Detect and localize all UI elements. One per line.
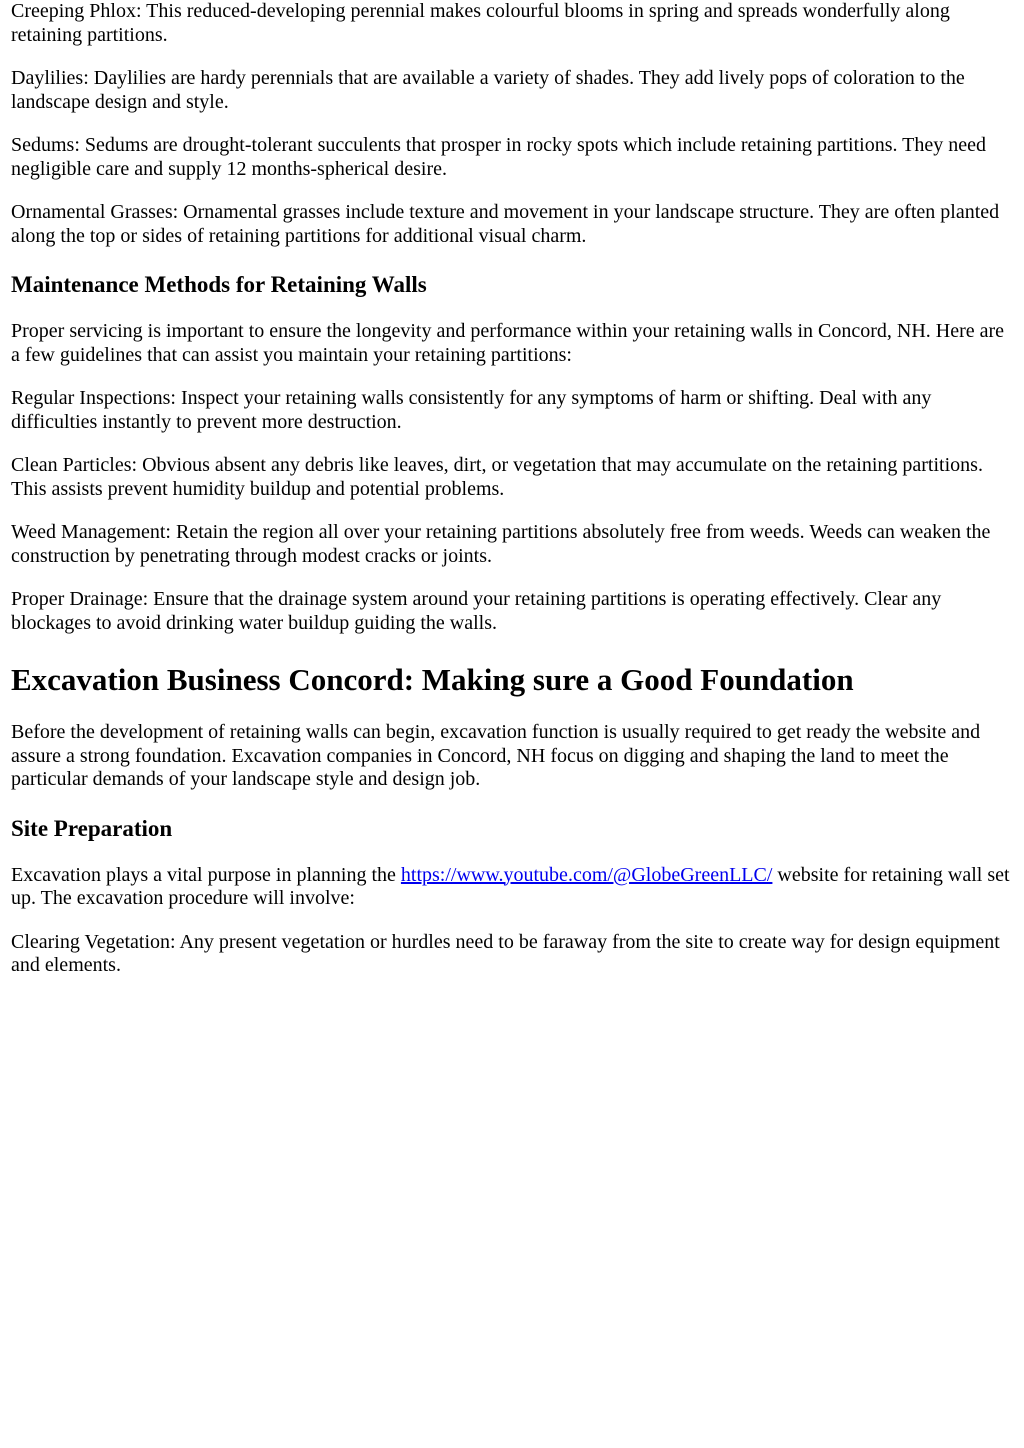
paragraph-clean-particles: Clean Particles: Obvious absent any debris like leaves, dirt, or vegetation that may accumulate on the retaining partitions. This assists prevent humidity buildup and potential problems. [11, 454, 983, 500]
heading-excavation-business: Excavation Business Concord: Making sure a Good Foundation [11, 662, 854, 697]
paragraph-site-preparation [11, 864, 1016, 911]
paragraph-weed-management: Weed Management: Retain the region all over your retaining partitions absolutely free from weeds. Weeds can weaken the construction by penetrating through modest cracks or joints. [11, 521, 991, 567]
site-prep-text-after: website for retaining wall set up. The excavation procedure will involve: [11, 863, 1010, 909]
youtube-link[interactable]: https://www.youtube.com/@GlobeGreenLLC/ [400, 863, 773, 886]
paragraph-creeping-phlox: Creeping Phlox: This reduced-developing perennial makes colourful blooms in spring and spreads wonderfully along retaining partitions. [11, 0, 950, 46]
paragraph-ornamental-grasses: Ornamental Grasses: Ornamental grasses include texture and movement in your landscape structure. They are often planted along the top or sides of retaining partitions for additional visual charm. [11, 201, 1000, 247]
paragraph-excavation-intro: Before the development of retaining walls can begin, excavation function is usually required to get ready the website and assure a strong foundation. Excavation companies in Concord, NH focus on digging and shaping the land to meet the particular demands of your landscape style and design job. [11, 721, 981, 790]
paragraph-regular-inspections: Regular Inspections: Inspect your retaining walls consistently for any symptoms of harm or shifting. Deal with any difficulties instantly to prevent more destruction. [11, 387, 932, 433]
paragraph-daylilies: Daylilies: Daylilies are hardy perennials that are available a variety of shades. They add lively pops of coloration to the landscape design and style. [11, 67, 965, 113]
heading-maintenance-methods: Maintenance Methods for Retaining Walls [11, 272, 427, 297]
paragraph-maintenance-intro: Proper servicing is important to ensure the longevity and performance within your retaining walls in Concord, NH. Here are a few guidelines that can assist you maintain your retaining partitions: [11, 320, 1005, 366]
paragraph-clearing-vegetation: Clearing Vegetation: Any present vegetation or hurdles need to be faraway from the site to create way for design equipment and elements. [11, 930, 1000, 976]
site-prep-text-before: Excavation plays a vital purpose in planning the [11, 863, 401, 886]
paragraph-proper-drainage: Proper Drainage: Ensure that the drainage system around your retaining partitions is operating effectively. Clear any blockages to avoid drinking water buildup guiding the walls. [11, 588, 942, 634]
heading-site-preparation: Site Preparation [11, 815, 173, 841]
paragraph-sedums: Sedums: Sedums are drought-tolerant succulents that prosper in rocky spots which include retaining partitions. They need negligible care and supply 12 months-spherical desire. [11, 134, 986, 180]
